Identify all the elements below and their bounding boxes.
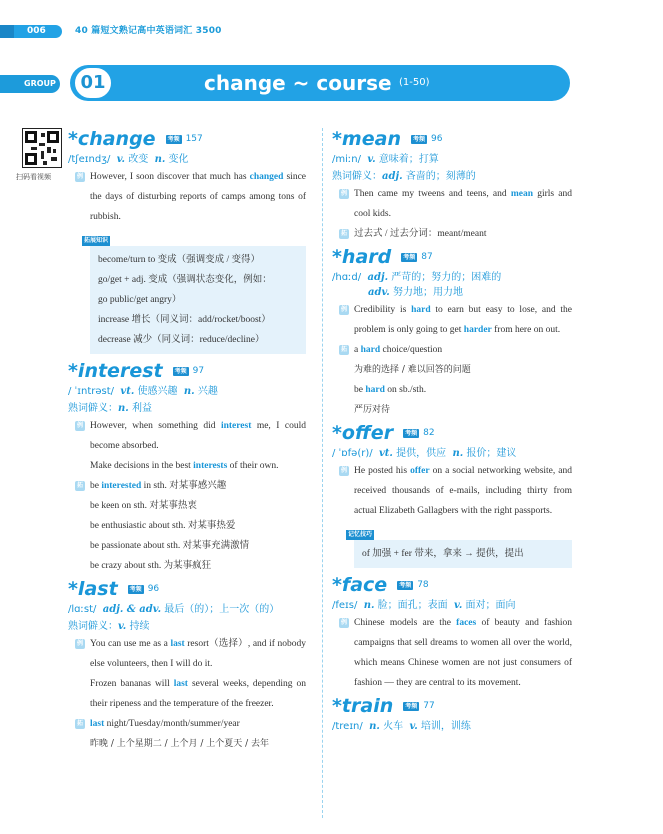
example-icon: 例: [76, 422, 83, 429]
entry-mean: [332, 128, 572, 244]
phrase-list: 拓 last night/Tuesday/month/summer/year: [76, 719, 240, 729]
frequency: 考频 97: [174, 366, 205, 376]
phonetic-line: / ˈɪntrəst/ vt. 使感兴趣 n. 兴趣: [68, 386, 218, 397]
phonetic-line: /miːn/ v. 意味着；打算: [332, 154, 439, 165]
phrase: be passionate about sth. 对某事充满激情: [90, 541, 250, 551]
group-label: GROUP: [24, 79, 56, 88]
qr-label: 扫码看视频: [16, 173, 51, 181]
example-sentence: 例 He posted his offer on a social networking website, and received thousands of e-mails, including thirty from actual Elizabeth Gallagbers with the right passports.: [340, 466, 573, 516]
example-sentence: 例 However, when something did interest me, I could become absorbed.: [76, 421, 306, 451]
entry-interest: [68, 360, 306, 576]
example-icon: 例: [340, 467, 347, 474]
frequency: 考频 157: [167, 134, 203, 144]
phonetic-line: /treɪn/ n. 火车 v. 培训，训练: [332, 721, 471, 732]
example-icon: 例: [76, 173, 83, 180]
frequency: 考频 82: [405, 428, 435, 438]
example-icon: 例: [340, 619, 347, 626]
phrase: be keen on sth. 对某事热衷: [90, 501, 197, 511]
group-title: change ~ course: [204, 71, 392, 95]
phrase: be crazy about sth. 为某事疯狂: [90, 561, 212, 571]
frequency: 考频 87: [403, 252, 433, 262]
group-range: (1-50): [399, 77, 430, 88]
memory-box: of 加强 + fer 带来，拿来 → 提供，提出: [354, 540, 572, 568]
page-number-tab: [0, 25, 62, 38]
example-sentence: 例 Chinese models are the faces of beauty and fashion campaigns that sell dreams to women all over the world, which means Chinese women are not just consumers of fashion — they are central to its movement.: [340, 618, 573, 688]
group-number: 01: [73, 66, 113, 100]
phonetic-line: /lɑːst/ adj. & adv. 最后（的）；上一次（的）: [68, 604, 280, 615]
phrase-icon: 拓: [340, 230, 347, 237]
headword: *change: [68, 128, 156, 150]
left-column: [68, 128, 306, 754]
column-divider: [322, 128, 323, 818]
phrase-list: 拓 过去式 / 过去分词：meant/meant: [340, 229, 487, 239]
frequency: 考频 78: [399, 580, 429, 590]
phrase-translation: 为难的选择 / 难以回答的问题: [354, 365, 471, 375]
extension-label: 拓展知识: [84, 237, 109, 244]
headword: *offer: [332, 422, 394, 444]
familiar-meaning: 熟词僻义：v. 持续: [68, 621, 150, 632]
extension-box: become/turn to 变成（强调变成 / 变得） go/get + adj. 变成（强调状态变化，例如： go public/get angry） increase 增长（同义词：add/rocket/boost） decrease 减少（同义词：reduce/decline）: [90, 246, 306, 354]
frequency: 考频 96: [412, 134, 443, 144]
headword: *train: [332, 695, 394, 717]
headword: *mean: [332, 128, 401, 150]
familiar-meaning: 熟词僻义：adj. 吝啬的；刻薄的: [332, 171, 476, 182]
example-sentence-2: Frozen bananas will last several weeks, depending on their ripeness and the temperature of the freezer.: [90, 679, 306, 709]
phonetic-line: / ˈɒfə(r)/ vt. 提供，供应 n. 报价；建议: [332, 448, 517, 459]
headword: *last: [68, 578, 118, 600]
phrase-icon: 拓: [340, 346, 347, 353]
page-number: 006: [27, 26, 46, 36]
qr-code[interactable]: [22, 128, 62, 168]
book-title: 40 篇短文熟记高中英语词汇 3500: [75, 26, 222, 36]
entry-last: [68, 578, 306, 754]
phrase-icon: 拓: [76, 482, 83, 489]
group-tag: [0, 75, 60, 93]
entry-hard: [332, 246, 572, 420]
example-sentence: 例 You can use me as a last resort（选择）, and if nobody else volunteers, then I will do it.: [76, 639, 306, 669]
right-column: [332, 128, 572, 734]
example-icon: 例: [76, 640, 83, 647]
frequency: 考频 96: [129, 584, 160, 594]
entry-change: [68, 128, 306, 354]
phonetic-line: /hɑːd/ adj. 严苛的；努力的；困难的: [332, 272, 502, 283]
headword: *face: [332, 574, 388, 596]
phonetic-line: /tʃeɪndʒ/ v. 改变 n. 变化: [68, 154, 189, 165]
entry-train: [332, 695, 572, 734]
frequency: 考频 77: [405, 701, 435, 711]
phonetic-line-2: adv. 努力地；用力地: [368, 287, 463, 298]
example-sentence: 例 Then came my tweens and teens, and mean girls and cool kids.: [340, 189, 573, 219]
phrase: be enthusiastic about sth. 对某事热爱: [90, 521, 236, 531]
headword: *hard: [332, 246, 392, 268]
example-sentence: 例 However, I soon discover that much has changed since the days of disturbing reports of camps among tons of rubbish.: [76, 172, 307, 222]
phrase-icon: 拓: [76, 720, 83, 727]
example-icon: 例: [340, 190, 347, 197]
phrase: be hard on sb./sth.: [354, 385, 427, 395]
memory-label: 记忆技巧: [348, 531, 373, 538]
phrase-list: 拓 a hard choice/question: [340, 345, 443, 355]
phonetic-line: /feɪs/ n. 脸；面孔；表面 v. 面对；面向: [332, 600, 516, 611]
example-sentence: 例 Credibility is hard to earn but easy to lose, and the problem is only going to get harder from here on out.: [340, 305, 572, 335]
entry-offer: [332, 422, 572, 568]
phrase-list: 拓 be interested in sth. 对某事感兴趣: [76, 481, 227, 491]
familiar-meaning: 熟词僻义：n. 利益: [68, 403, 152, 414]
entry-face: [332, 574, 572, 693]
example-icon: 例: [340, 306, 347, 313]
phrase-translation: 昨晚 / 上个星期二 / 上个月 / 上个夏天 / 去年: [90, 739, 270, 749]
phrase-translation: 严厉对待: [354, 405, 391, 415]
example-sentence-2: Make decisions in the best interests of their own.: [90, 461, 279, 471]
headword: *interest: [68, 360, 163, 382]
